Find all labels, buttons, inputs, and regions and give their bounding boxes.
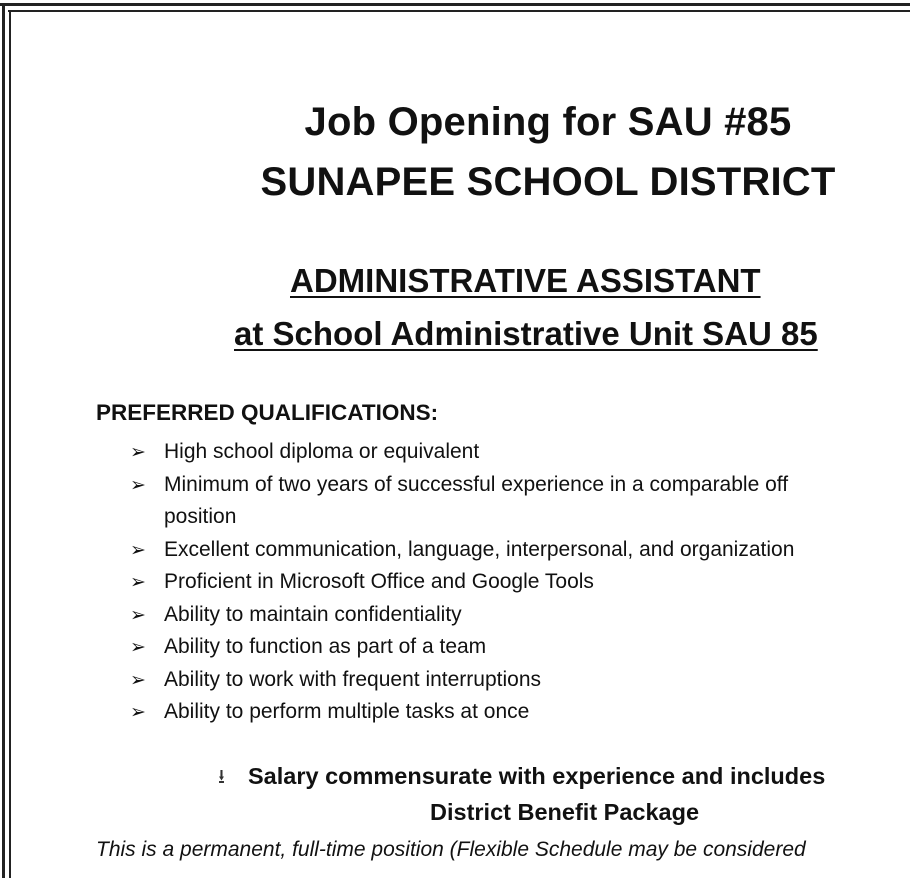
qualification-text: Ability to maintain confidentiality (164, 602, 462, 626)
qualification-text: Ability to function as part of a team (164, 635, 487, 658)
arrow-bullet-icon: ➢ (130, 701, 146, 723)
qualification-item (130, 436, 910, 469)
pushpin-bullet-icon: ⭳ (218, 764, 225, 788)
arrow-bullet-icon: ➢ (130, 538, 146, 561)
qualification-text: High school diploma or equivalent (164, 440, 480, 463)
qualification-text: position (164, 505, 237, 528)
qualifications-heading: PREFERRED QUALIFICATIONS: (96, 400, 439, 425)
qualification-item (130, 599, 910, 632)
position-type-note: This is a permanent, full-time position (Flexible Schedule may be considered (96, 838, 806, 861)
qualification-item (130, 696, 910, 729)
qualification-text: Ability to perform multiple tasks at once (164, 700, 530, 723)
qualification-item (130, 534, 910, 567)
qualification-item (130, 631, 910, 664)
arrow-bullet-icon: ➢ (130, 603, 146, 626)
qualification-text: Excellent communication, language, interpersonal, and organization (164, 537, 795, 561)
arrow-bullet-icon: ➢ (130, 668, 146, 691)
arrow-bullet-icon: ➢ (130, 441, 146, 463)
benefit-package: District Benefit Package (430, 799, 700, 825)
qualification-text: Proficient in Microsoft Office and Google Tools (164, 570, 594, 593)
salary-statement (218, 762, 825, 796)
qualification-item (130, 469, 910, 502)
qualification-item (130, 566, 910, 599)
qualification-item (130, 664, 910, 697)
position-title: ADMINISTRATIVE ASSISTANT (290, 262, 761, 299)
arrow-bullet-icon: ➢ (130, 571, 146, 593)
qualification-item-continuation (130, 501, 910, 534)
arrow-bullet-icon: ➢ (130, 636, 146, 658)
salary-text: Salary commensurate with experience and includes (248, 763, 826, 789)
arrow-bullet-icon: ➢ (130, 473, 146, 496)
job-opening-title: Job Opening for SAU #85 (304, 100, 792, 144)
qualifications-list (130, 436, 910, 729)
position-location: at School Administrative Unit SAU 85 (234, 315, 818, 352)
district-name: SUNAPEE SCHOOL DISTRICT (260, 160, 836, 204)
qualification-text: Minimum of two years of successful experience in a comparable off (164, 472, 789, 496)
qualification-text: Ability to work with frequent interruptions (164, 667, 542, 691)
